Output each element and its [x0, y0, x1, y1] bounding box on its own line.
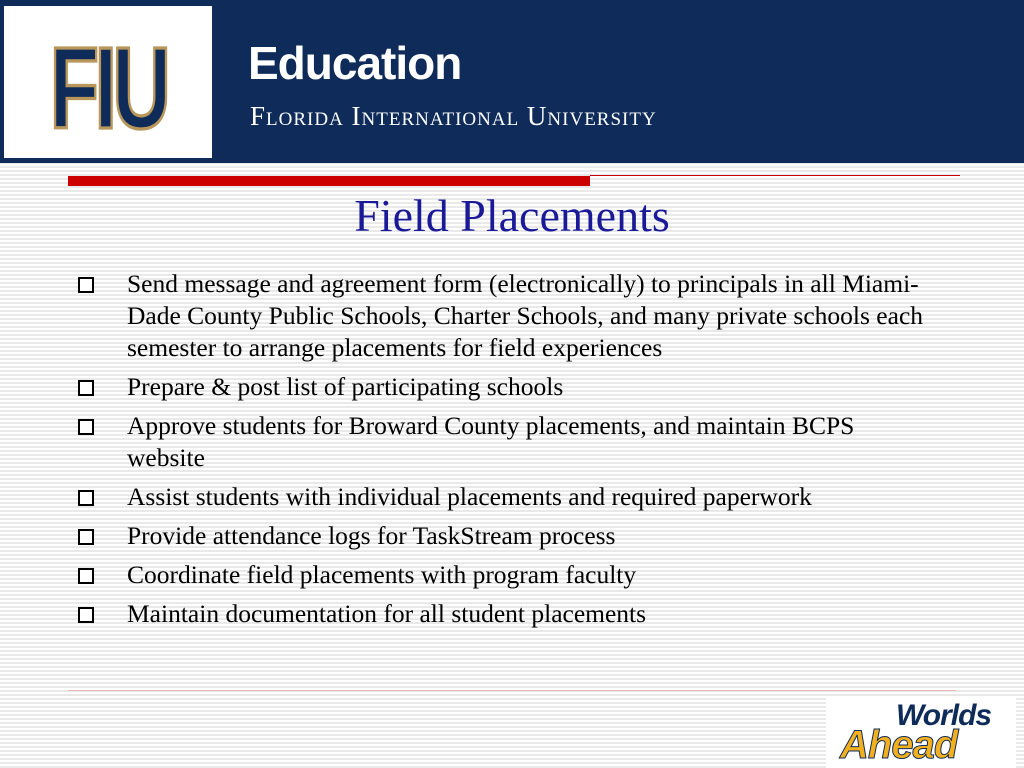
bullet-text: Coordinate field placements with program faculty	[127, 560, 637, 589]
fiu-logo-text: FIU	[49, 23, 167, 154]
bullet-text: Assist students with individual placements and required paperwork	[127, 482, 812, 511]
bullet-item	[76, 371, 936, 403]
bullet-text: Provide attendance logs for TaskStream process	[127, 521, 616, 550]
footer-rule	[68, 690, 956, 691]
bullet-item	[76, 520, 936, 552]
checkbox-bullet-icon	[78, 490, 94, 506]
checkbox-bullet-icon	[78, 277, 94, 293]
bullet-text: Approve students for Broward County placements, and maintain BCPS website	[127, 411, 855, 472]
brand-title: Education	[248, 37, 462, 89]
bullet-item	[76, 559, 936, 591]
slide-title: Field Placements	[354, 190, 670, 241]
checkbox-bullet-icon	[78, 607, 94, 623]
bullet-text: Maintain documentation for all student placements	[127, 599, 647, 628]
accent-rule-thin	[590, 175, 960, 176]
bullet-item	[76, 598, 936, 630]
bullet-item	[76, 268, 936, 364]
brand-subtitle: Florida International University	[250, 101, 657, 131]
worlds-ahead-line2: Ahead	[840, 723, 958, 767]
bullet-text: Prepare & post list of participating schools	[127, 372, 564, 401]
checkbox-bullet-icon	[78, 568, 94, 584]
bullet-text: Send message and agreement form (electronically) to principals in all Miami-Dade County Public Schools, Charter Schools, and many private schools each semester to arrange placements for field experiences	[127, 269, 924, 362]
fiu-logo	[4, 6, 212, 158]
worlds-ahead-logo	[826, 697, 1016, 768]
bullet-item	[76, 481, 936, 513]
worlds-ahead-line1: Worlds	[896, 699, 992, 732]
accent-rule	[68, 176, 590, 186]
checkbox-bullet-icon	[78, 529, 94, 545]
checkbox-bullet-icon	[78, 380, 94, 396]
header-banner	[0, 0, 1024, 163]
bullet-item	[76, 410, 936, 474]
checkbox-bullet-icon	[78, 419, 94, 435]
bullet-list	[76, 268, 936, 637]
